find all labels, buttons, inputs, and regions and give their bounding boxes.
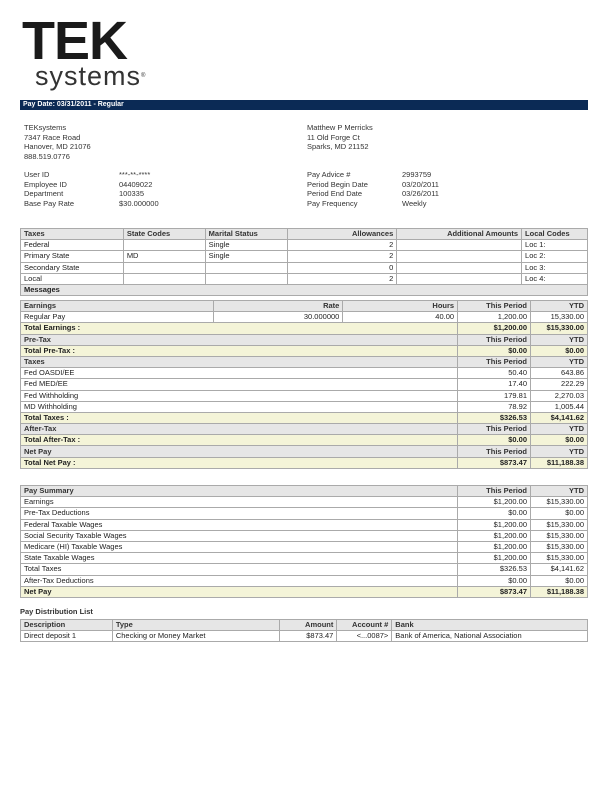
table-row bbox=[21, 273, 588, 284]
field-label: Base Pay Rate bbox=[24, 198, 75, 208]
col-header: This Period bbox=[458, 486, 531, 497]
total-value: $11,188.38 bbox=[531, 457, 588, 468]
table-row bbox=[21, 631, 588, 642]
table-row bbox=[21, 262, 588, 273]
employee-fields bbox=[24, 170, 159, 208]
col-header: YTD bbox=[531, 356, 588, 367]
cell: $1,200.00 bbox=[458, 541, 531, 552]
cell: Social Security Taxable Wages bbox=[21, 530, 458, 541]
cell: Federal Taxable Wages bbox=[21, 519, 458, 530]
table-row bbox=[21, 541, 588, 552]
tax-setup-table bbox=[20, 228, 588, 296]
summary-header-row bbox=[21, 486, 588, 497]
cell: Total Taxes bbox=[21, 564, 458, 575]
cell: $15,330.00 bbox=[531, 519, 588, 530]
cell: Federal bbox=[21, 240, 124, 251]
cell: $0.00 bbox=[531, 575, 588, 586]
distribution-header-row bbox=[21, 620, 588, 631]
total-label: Net Pay bbox=[21, 586, 458, 597]
total-value: $1,200.00 bbox=[458, 323, 531, 334]
cell: 2 bbox=[287, 273, 397, 284]
field-value: $30.000000 bbox=[119, 198, 159, 208]
table-row bbox=[21, 530, 588, 541]
table-row bbox=[21, 401, 588, 412]
table-row bbox=[21, 564, 588, 575]
col-header: Additional Amounts bbox=[397, 229, 522, 240]
total-label: Total Net Pay : bbox=[21, 457, 458, 468]
cell: State Taxable Wages bbox=[21, 553, 458, 564]
cell: $873.47 bbox=[280, 631, 337, 642]
col-header: This Period bbox=[458, 424, 531, 435]
logo-systems: systems® bbox=[35, 61, 147, 91]
cell: Loc 2: bbox=[522, 251, 588, 262]
col-header: This Period bbox=[458, 356, 531, 367]
table-row bbox=[21, 251, 588, 262]
col-header: YTD bbox=[531, 446, 588, 457]
cell: $4,141.62 bbox=[531, 564, 588, 575]
aftertax-header-row bbox=[21, 424, 588, 435]
field-value: 04409022 bbox=[119, 179, 153, 189]
cell: Earnings bbox=[21, 497, 458, 508]
field-value: 03/26/2011 bbox=[402, 189, 439, 198]
cell: Fed MED/EE bbox=[21, 379, 458, 390]
field-label: Period Begin Date bbox=[307, 179, 368, 189]
total-value: $873.47 bbox=[458, 457, 531, 468]
cell: Single bbox=[205, 240, 287, 251]
employer-phone: 888.519.0776 bbox=[24, 151, 70, 161]
cell: 1,005.44 bbox=[531, 401, 588, 412]
col-header: Marital Status bbox=[205, 229, 287, 240]
cell: $1,200.00 bbox=[458, 519, 531, 530]
total-value: $326.53 bbox=[458, 412, 531, 423]
employee-address bbox=[307, 123, 373, 152]
total-value: $873.47 bbox=[458, 586, 531, 597]
employer-street: 7347 Race Road bbox=[24, 132, 81, 142]
table-row bbox=[21, 575, 588, 586]
cell: $0.00 bbox=[458, 508, 531, 519]
cell: Single bbox=[205, 251, 287, 262]
col-header: Taxes bbox=[21, 229, 124, 240]
field-label: Department bbox=[24, 189, 64, 198]
cell: $1,200.00 bbox=[458, 530, 531, 541]
col-header: Taxes bbox=[21, 356, 458, 367]
field-label: Employee ID bbox=[24, 179, 67, 189]
teksystems-logo bbox=[22, 11, 162, 91]
total-value: $0.00 bbox=[531, 435, 588, 446]
netpay-header-row bbox=[21, 446, 588, 457]
cell: Direct deposit 1 bbox=[21, 631, 113, 642]
field-value: Weekly bbox=[402, 198, 427, 208]
table-row bbox=[21, 519, 588, 530]
total-label: Total Earnings : bbox=[21, 323, 458, 334]
cell: $15,330.00 bbox=[531, 541, 588, 552]
total-value: $4,141.62 bbox=[531, 412, 588, 423]
pay-distribution-title: Pay Distribution List bbox=[20, 607, 93, 616]
cell: $326.53 bbox=[458, 564, 531, 575]
logo-tek: TEK bbox=[22, 11, 127, 71]
cell: $15,330.00 bbox=[531, 553, 588, 564]
employer-city: Hanover, MD 21076 bbox=[24, 142, 91, 151]
col-header: Account # bbox=[337, 620, 392, 631]
cell bbox=[123, 240, 205, 251]
col-header: YTD bbox=[531, 486, 588, 497]
cell: 643.86 bbox=[531, 368, 588, 379]
col-header: Pre-Tax bbox=[21, 334, 458, 345]
cell: Secondary State bbox=[21, 262, 124, 273]
cell: Local bbox=[21, 273, 124, 284]
cell: Loc 1: bbox=[522, 240, 588, 251]
cell bbox=[123, 262, 205, 273]
col-header: Allowances bbox=[287, 229, 397, 240]
cell: 78.92 bbox=[458, 401, 531, 412]
total-netpay-row bbox=[21, 457, 588, 468]
col-header: Amount bbox=[280, 620, 337, 631]
earnings-header-row bbox=[21, 301, 588, 312]
cell: $1,200.00 bbox=[458, 497, 531, 508]
total-aftertax-row bbox=[21, 435, 588, 446]
cell: 1,200.00 bbox=[458, 312, 531, 323]
cell: Medicare (HI) Taxable Wages bbox=[21, 541, 458, 552]
col-header: Rate bbox=[213, 301, 343, 312]
col-header: YTD bbox=[531, 301, 588, 312]
cell: Pre-Tax Deductions bbox=[21, 508, 458, 519]
cell bbox=[397, 273, 522, 284]
table-row bbox=[21, 368, 588, 379]
cell: Loc 3: bbox=[522, 262, 588, 273]
field-label: Period End Date bbox=[307, 189, 363, 198]
col-header: This Period bbox=[458, 301, 531, 312]
messages-label: Messages bbox=[21, 284, 588, 295]
total-value: $11,188.38 bbox=[531, 586, 588, 597]
field-value: ***-**-**** bbox=[119, 170, 151, 179]
col-header: Earnings bbox=[21, 301, 214, 312]
total-value: $0.00 bbox=[458, 345, 531, 356]
total-taxes-row bbox=[21, 412, 588, 423]
field-label: Pay Frequency bbox=[307, 198, 358, 208]
total-value: $0.00 bbox=[531, 345, 588, 356]
cell: $0.00 bbox=[458, 575, 531, 586]
cell: 40.00 bbox=[343, 312, 458, 323]
cell: Primary State bbox=[21, 251, 124, 262]
col-header: YTD bbox=[531, 334, 588, 345]
table-row bbox=[21, 497, 588, 508]
cell: Bank of America, National Association bbox=[392, 631, 588, 642]
table-row bbox=[21, 240, 588, 251]
col-header: Bank bbox=[392, 620, 588, 631]
cell: 222.29 bbox=[531, 379, 588, 390]
cell bbox=[397, 262, 522, 273]
cell: Fed Withholding bbox=[21, 390, 458, 401]
field-value: 100335 bbox=[119, 189, 145, 198]
pretax-header-row bbox=[21, 334, 588, 345]
cell: $15,330.00 bbox=[531, 497, 588, 508]
col-header: Pay Summary bbox=[21, 486, 458, 497]
cell: Regular Pay bbox=[21, 312, 214, 323]
employee-city: Sparks, MD 21152 bbox=[307, 142, 369, 151]
col-header: Description bbox=[21, 620, 113, 631]
total-value: $15,330.00 bbox=[531, 323, 588, 334]
cell: 2 bbox=[287, 251, 397, 262]
pay-date-band: Pay Date: 03/31/2011 - Regular bbox=[20, 100, 588, 110]
cell: MD Withholding bbox=[21, 401, 458, 412]
total-label: Total Taxes : bbox=[21, 412, 458, 423]
col-header: State Codes bbox=[123, 229, 205, 240]
table-row bbox=[21, 553, 588, 564]
cell bbox=[123, 273, 205, 284]
total-pretax-row bbox=[21, 345, 588, 356]
employer-name: TEKsystems bbox=[24, 123, 67, 132]
cell: 50.40 bbox=[458, 368, 531, 379]
pay-distribution-table bbox=[20, 619, 588, 642]
col-header: Net Pay bbox=[21, 446, 458, 457]
field-value: 2993759 bbox=[402, 170, 432, 179]
summary-netpay-row bbox=[21, 586, 588, 597]
cell: 179.81 bbox=[458, 390, 531, 401]
cell bbox=[205, 262, 287, 273]
pay-advice-fields bbox=[307, 170, 439, 208]
cell bbox=[397, 240, 522, 251]
cell: 30.000000 bbox=[213, 312, 343, 323]
employer-address bbox=[24, 123, 91, 161]
cell: 15,330.00 bbox=[531, 312, 588, 323]
cell: MD bbox=[123, 251, 205, 262]
cell: $0.00 bbox=[531, 508, 588, 519]
cell: Checking or Money Market bbox=[112, 631, 280, 642]
employee-street: 11 Old Forge Ct bbox=[307, 132, 360, 142]
total-label: Total After-Tax : bbox=[21, 435, 458, 446]
col-header: YTD bbox=[531, 424, 588, 435]
total-earnings-row bbox=[21, 323, 588, 334]
cell: 2,270.03 bbox=[531, 390, 588, 401]
field-label: Pay Advice # bbox=[307, 170, 351, 179]
taxes-header-row bbox=[21, 356, 588, 367]
cell: 2 bbox=[287, 240, 397, 251]
earnings-table bbox=[20, 300, 588, 469]
cell: Fed OASDI/EE bbox=[21, 368, 458, 379]
cell: 0 bbox=[287, 262, 397, 273]
field-value: 03/20/2011 bbox=[402, 179, 439, 189]
cell: Loc 4: bbox=[522, 273, 588, 284]
col-header: This Period bbox=[458, 334, 531, 345]
field-label: User ID bbox=[24, 170, 50, 179]
employee-name: Matthew P Merricks bbox=[307, 123, 373, 132]
col-header: Type bbox=[112, 620, 280, 631]
total-label: Total Pre-Tax : bbox=[21, 345, 458, 356]
cell: $15,330.00 bbox=[531, 530, 588, 541]
table-row bbox=[21, 312, 588, 323]
cell: $1,200.00 bbox=[458, 553, 531, 564]
total-value: $0.00 bbox=[458, 435, 531, 446]
table-row bbox=[21, 390, 588, 401]
cell: <...0087> bbox=[337, 631, 392, 642]
table-row bbox=[21, 508, 588, 519]
cell: 17.40 bbox=[458, 379, 531, 390]
cell: After-Tax Deductions bbox=[21, 575, 458, 586]
cell bbox=[205, 273, 287, 284]
table-header-row bbox=[21, 229, 588, 240]
col-header: This Period bbox=[458, 446, 531, 457]
cell bbox=[397, 251, 522, 262]
table-row bbox=[21, 379, 588, 390]
messages-row bbox=[21, 284, 588, 295]
col-header: Hours bbox=[343, 301, 458, 312]
pay-summary-table bbox=[20, 485, 588, 598]
col-header: After-Tax bbox=[21, 424, 458, 435]
col-header: Local Codes bbox=[522, 229, 588, 240]
